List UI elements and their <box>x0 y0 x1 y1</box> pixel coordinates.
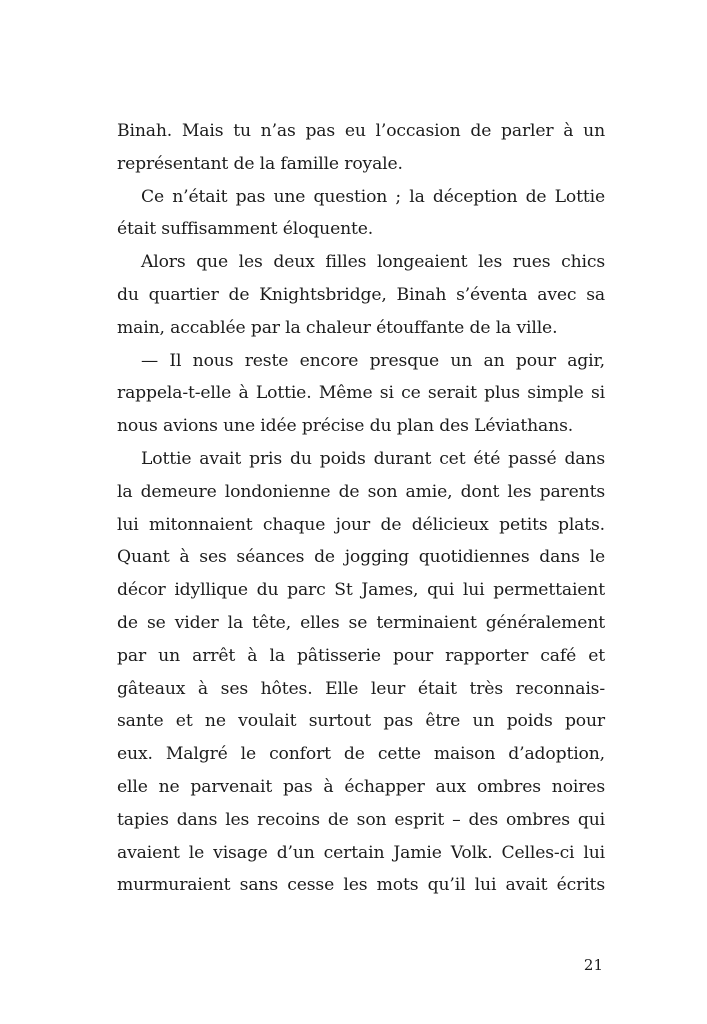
text-line: elle ne parvenait pas à échapper aux ombres noires <box>117 776 605 797</box>
text-line: était suffisamment éloquente. <box>117 219 374 240</box>
text-line: avaient le visage d’un certain Jamie Volk. Celles-ci lui <box>117 842 605 863</box>
text-line: décor idyllique du parc St James, qui lui permettaient <box>117 580 605 601</box>
text-line: rappela-t-elle à Lottie. Même si ce serait plus simple si <box>117 383 605 404</box>
text-line: représentant de la famille royale. <box>117 153 403 174</box>
text-line: Quant à ses séances de jogging quotidiennes dans le <box>117 547 605 568</box>
text-line: murmuraient sans cesse les mots qu’il lui avait écrits <box>117 875 605 896</box>
page-number: 21 <box>583 956 603 974</box>
text-line: du quartier de Knightsbridge, Binah s’éventa avec sa <box>117 284 605 305</box>
text-line: main, accablée par la chaleur étouffante de la ville. <box>117 317 558 338</box>
text-line: Alors que les deux filles longeaient les rues chics <box>141 252 605 273</box>
text-line: gâteaux à ses hôtes. Elle leur était très reconnais- <box>117 678 605 699</box>
text-line: sante et ne voulait surtout pas être un poids pour <box>117 711 605 732</box>
text-line: tapies dans les recoins de son esprit – des ombres qui <box>117 809 605 830</box>
text-line: Lottie avait pris du poids durant cet été passé dans <box>141 448 605 469</box>
text-line: par un arrêt à la pâtisserie pour rapporter café et <box>117 645 605 666</box>
body-text <box>117 115 605 902</box>
text-line: eux. Malgré le confort de cette maison d’adoption, <box>117 744 605 765</box>
text-line: Binah. Mais tu n’as pas eu l’occasion de parler à un <box>117 121 605 141</box>
text-line: — Il nous reste encore presque un an pour agir, <box>141 350 605 371</box>
text-line: nous avions une idée précise du plan des Léviathans. <box>117 416 574 437</box>
text-line: la demeure londonienne de son amie, dont les parents <box>117 481 605 502</box>
text-line: Ce n’était pas une question ; la déception de Lottie <box>141 186 605 207</box>
text-line: lui mitonnaient chaque jour de délicieux petits plats. <box>117 514 605 535</box>
text-line: de se vider la tête, elles se terminaient généralement <box>117 612 605 633</box>
